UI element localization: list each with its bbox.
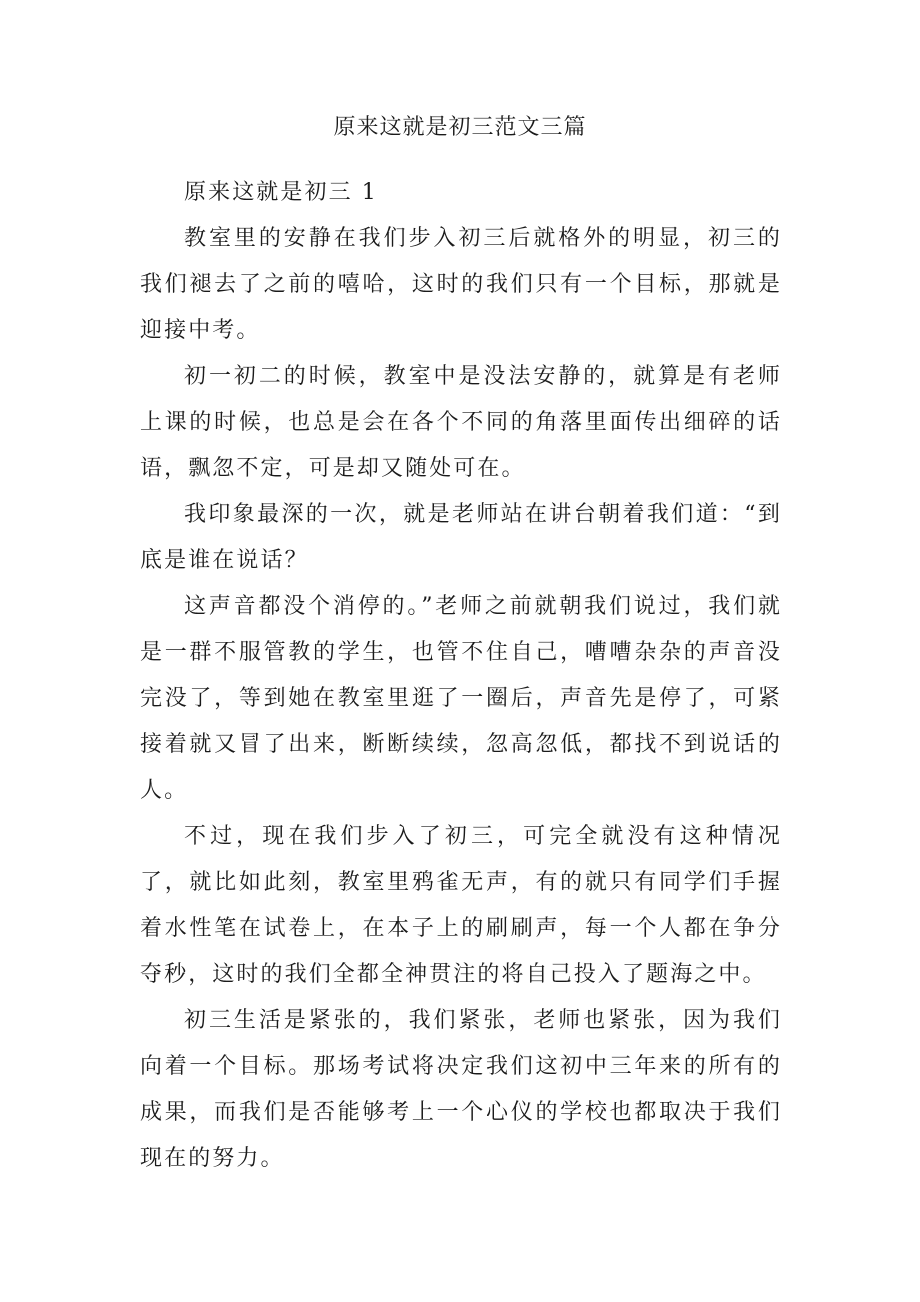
paragraph-5: 不过，现在我们步入了初三，可完全就没有这种情况了，就比如此刻，教室里鸦雀无声，有的就只有同学们手握着水性笔在试卷上，在本子上的刷刷声，每一个人都在争分夺秒，这时的我们全都全神贯注的将自己投入了题海之中。 (140, 824, 782, 987)
paragraph-6: 初三生活是紧张的，我们紧张，老师也紧张，因为我们向着一个目标。那场考试将决定我们这初中三年来的所有的成果，而我们是否能够考上一个心仪的学校也都取决于我们现在的努力。 (140, 1008, 782, 1171)
section-heading: 原来这就是初三 1 (184, 180, 378, 205)
document-body (140, 170, 782, 1182)
document-title: 原来这就是初三范文三篇 (333, 115, 587, 140)
paragraph-1: 教室里的安静在我们步入初三后就格外的明显，初三的我们褪去了之前的嘻哈，这时的我们只有一个目标，那就是迎接中考。 (140, 226, 782, 343)
paragraph-2: 初一初二的时候，教室中是没法安静的，就算是有老师上课的时候，也总是会在各个不同的角落里面传出细碎的话语，飘忽不定，可是却又随处可在。 (140, 364, 782, 481)
paragraph-4: 这声音都没个消停的。”老师之前就朝我们说过，我们就是一群不服管教的学生，也管不住自己，嘈嘈杂杂的声音没完没了，等到她在教室里逛了一圈后，声音先是停了，可紧接着就又冒了出来，断断续续，忽高忽低，都找不到说话的人。 (140, 594, 782, 803)
paragraph-3: 我印象最深的一次，就是老师站在讲台朝着我们道：“到底是谁在说话？ (140, 502, 782, 573)
